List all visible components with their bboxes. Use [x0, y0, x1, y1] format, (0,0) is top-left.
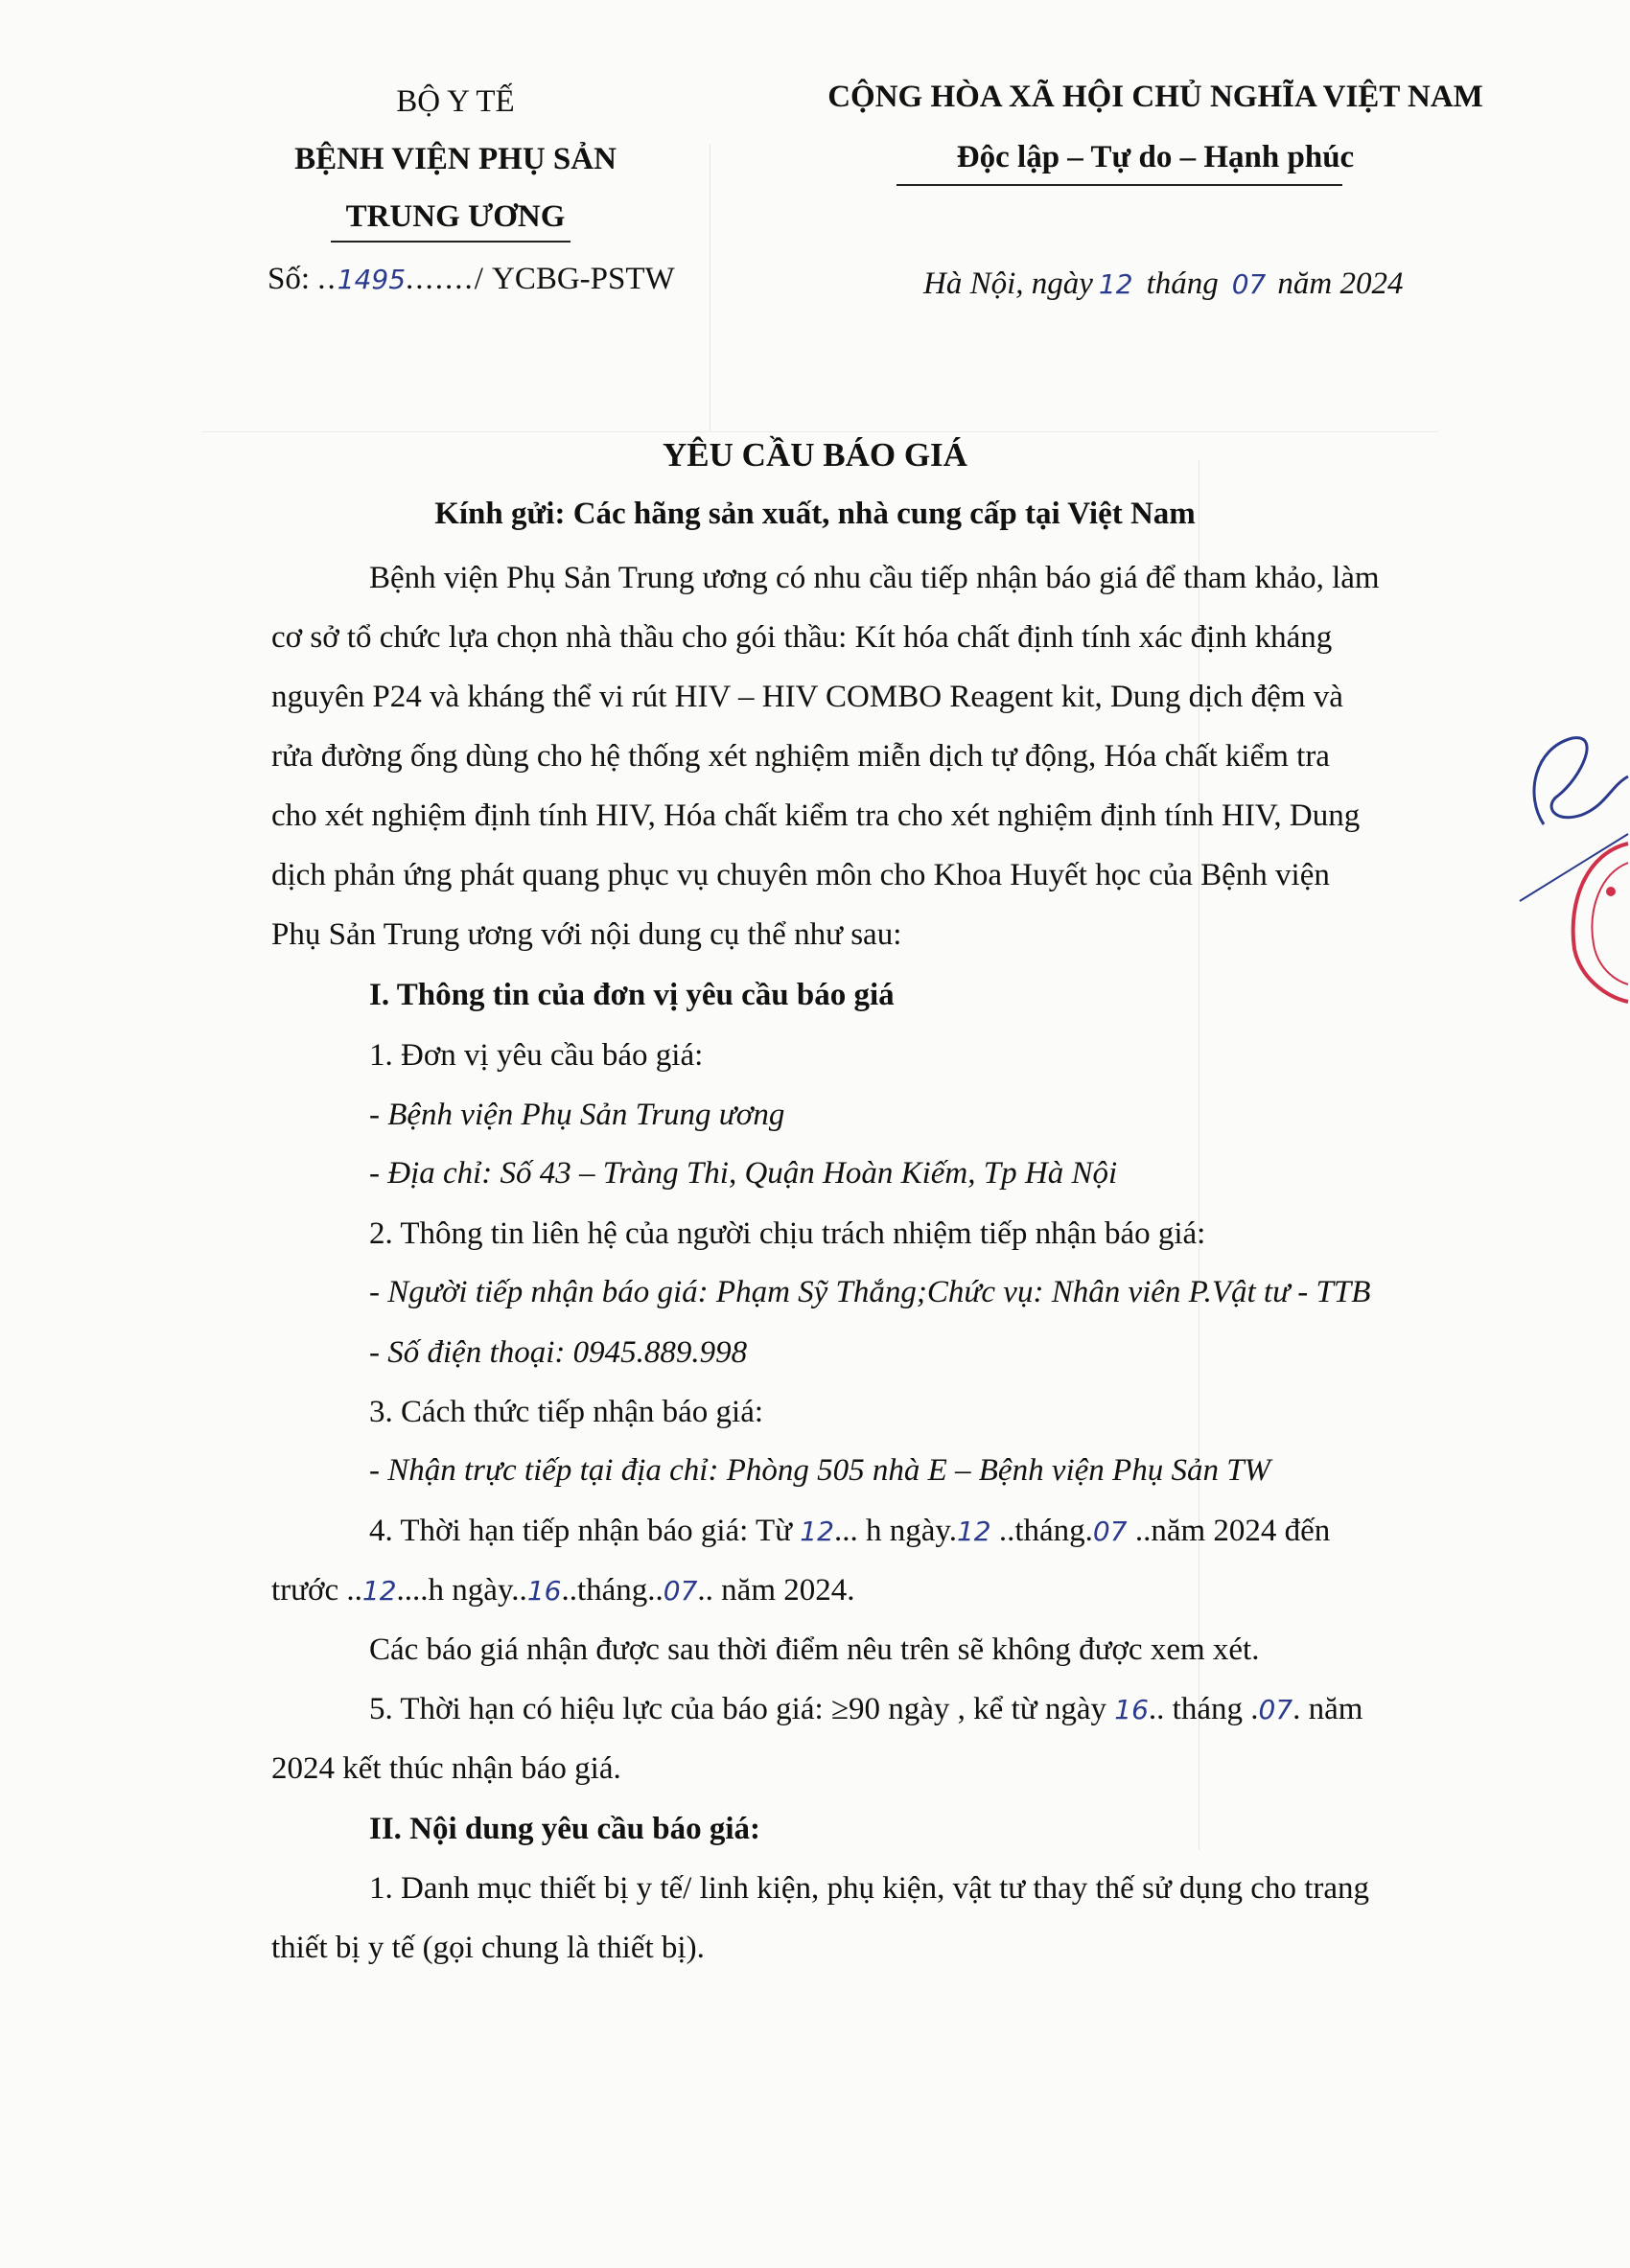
ministry-name: BỘ Y TẾ: [396, 84, 515, 119]
handwritten-number: 1495: [337, 264, 407, 295]
handwritten-month: 07: [1258, 1694, 1293, 1725]
signature-stamp-fragment: [1515, 709, 1630, 1016]
handwritten-month: 07: [663, 1575, 698, 1607]
issue-date: Hà Nội, ngày 12 tháng 07 năm 2024: [923, 266, 1404, 301]
intro-line: cho xét nghiệm định tính HIV, Hóa chất kiểm tra cho xét nghiệm định tính HIV, Dung: [271, 798, 1361, 833]
motto-underline: [896, 184, 1342, 186]
signature-stroke: [1534, 738, 1628, 824]
late-notice: Các báo giá nhận được sau thời điểm nêu trên sẽ không được xem xét.: [369, 1632, 1260, 1667]
show-through-line: [201, 431, 1438, 432]
unit-name: - Bệnh viện Phụ Sản Trung ương: [369, 1098, 785, 1132]
country-name: CỘNG HÒA XÃ HỘI CHỦ NGHĨA VIỆT NAM: [827, 80, 1483, 114]
handwritten-month: 07: [1092, 1516, 1128, 1547]
document-number: Số: ..1495......./ YCBG-PSTW: [268, 262, 675, 296]
section2-item1-line2: thiết bị y tế (gọi chung là thiết bị).: [271, 1931, 705, 1965]
handwritten-day: 12: [956, 1516, 991, 1547]
section1-item4-line1: 4. Thời hạn tiếp nhận báo giá: Từ 12... h ngày.12 ..tháng.07 ..năm 2024 đến: [369, 1514, 1331, 1548]
section1-item3: 3. Cách thức tiếp nhận báo giá:: [369, 1395, 764, 1429]
intro-line: dịch phản ứng phát quang phục vụ chuyên môn cho Khoa Huyết học của Bệnh viện: [271, 858, 1330, 892]
unit-address: - Địa chỉ: Số 43 – Tràng Thi, Quận Hoàn Kiếm, Tp Hà Nội: [369, 1156, 1118, 1191]
recipient-line: Kính gửi: Các hãng sản xuất, nhà cung cấp tại Việt Nam: [434, 497, 1196, 531]
stamp-ring: [1593, 863, 1629, 984]
hospital-name-line2: TRUNG ƯƠNG: [345, 199, 566, 234]
section1-heading: I. Thông tin của đơn vị yêu cầu báo giá: [369, 978, 895, 1012]
intro-line: Bệnh viện Phụ Sản Trung ương có nhu cầu tiếp nhận báo giá để tham khảo, làm: [369, 561, 1380, 595]
section1-item5-line1: 5. Thời hạn có hiệu lực của báo giá: ≥90 ngày , kể từ ngày 16.. tháng .07. năm: [369, 1692, 1363, 1726]
intro-line: rửa đường ống dùng cho hệ thống xét nghiệm miễn dịch tự động, Hóa chất kiểm tra: [271, 739, 1330, 774]
hospital-name-line1: BỆNH VIỆN PHỤ SẢN: [294, 142, 617, 176]
handwritten-hour: 12: [800, 1516, 834, 1547]
contact-person: - Người tiếp nhận báo giá: Phạm Sỹ Thắng;Chức vụ: Nhân viên P.Vật tư - TTB: [369, 1275, 1371, 1309]
handwritten-hour: 12: [361, 1575, 397, 1607]
stamp-mark: [1606, 887, 1616, 896]
intro-line: Phụ Sản Trung ương với nội dung cụ thể như sau:: [271, 917, 902, 952]
header-left-underline: [331, 241, 570, 243]
intro-line: cơ sở tổ chức lựa chọn nhà thầu cho gói thầu: Kít hóa chất định tính xác định kháng: [271, 620, 1333, 655]
document-title: YÊU CẦU BÁO GIÁ: [663, 436, 967, 474]
section2-item1-line1: 1. Danh mục thiết bị y tế/ linh kiện, phụ kiện, vật tư thay thế sử dụng cho trang: [369, 1871, 1369, 1906]
section1-item4-line2: trước ..12....h ngày..16..tháng..07.. năm 2024.: [271, 1573, 855, 1608]
section1-item2: 2. Thông tin liên hệ của người chịu trách nhiệm tiếp nhận báo giá:: [369, 1216, 1206, 1251]
national-motto: Độc lập – Tự do – Hạnh phúc: [956, 140, 1355, 174]
contact-phone: - Số điện thoại: 0945.889.998: [369, 1335, 748, 1370]
section2-heading: II. Nội dung yêu cầu báo giá:: [369, 1812, 761, 1846]
handwritten-day: 16: [1114, 1694, 1149, 1725]
receive-method: - Nhận trực tiếp tại địa chỉ: Phòng 505 nhà E – Bệnh viện Phụ Sản TW: [369, 1453, 1271, 1488]
section1-item5-line2: 2024 kết thúc nhận báo giá.: [271, 1751, 621, 1786]
intro-line: nguyên P24 và kháng thể vi rút HIV – HIV COMBO Reagent kit, Dung dịch đệm và: [271, 680, 1343, 714]
handwritten-day: 16: [526, 1575, 562, 1607]
section1-item1: 1. Đơn vị yêu cầu báo giá:: [369, 1038, 704, 1073]
handwritten-month: 07: [1231, 268, 1267, 300]
handwritten-day: 12: [1098, 268, 1133, 300]
